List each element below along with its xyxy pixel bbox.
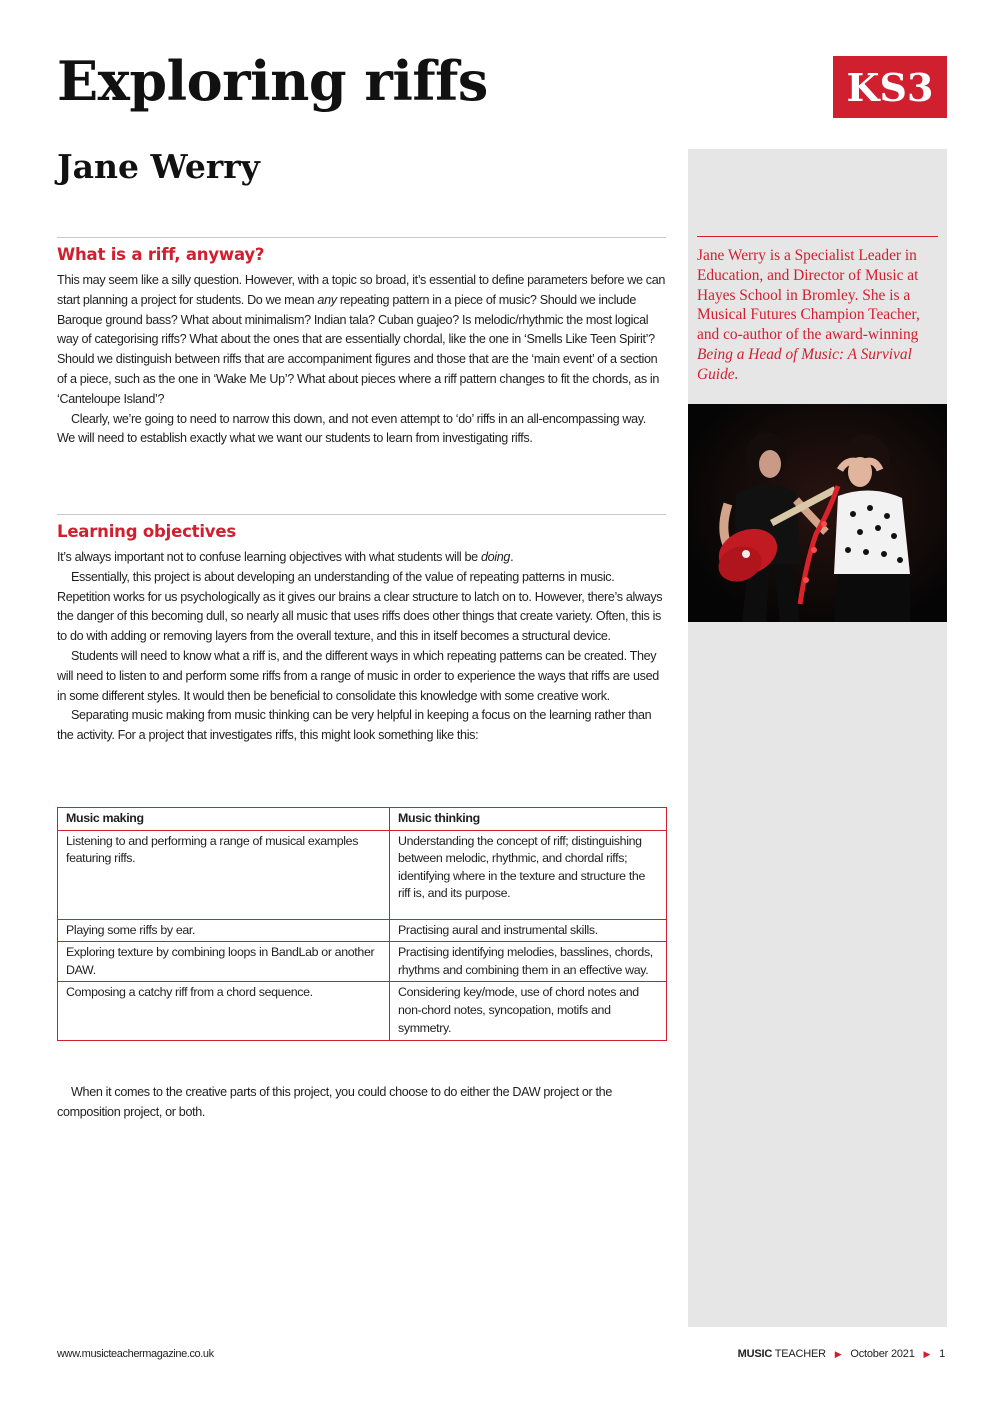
table-row — [58, 830, 667, 919]
table-cell: Listening to and performing a range of musical examples featuring riffs. — [58, 830, 390, 919]
magazine-name-rest: TEACHER — [772, 1348, 826, 1360]
table-cell: Practising aural and instrumental skills. — [390, 919, 667, 942]
paragraph-text: It’s always important not to confuse learning objectives with what students will be — [57, 550, 481, 564]
band-photo-illustration — [688, 404, 947, 622]
table-cell: Playing some riffs by ear. — [58, 919, 390, 942]
table-row — [58, 919, 667, 942]
paragraph — [57, 548, 667, 568]
section-body-learning-objectives — [57, 548, 667, 746]
paragraph-emphasis: any — [317, 292, 337, 307]
table-cell: Composing a catchy riff from a chord sequence. — [58, 982, 390, 1041]
section-heading-what-is-a-riff: What is a riff, anyway? — [57, 245, 265, 264]
section-divider — [57, 237, 666, 238]
arrow-right-icon: ▶ — [834, 1349, 842, 1359]
article-title: Exploring riffs — [57, 49, 488, 113]
paragraph: When it comes to the creative parts of this project, you could choose to do either the DAW project or the composition project, or both. — [57, 1085, 612, 1119]
author-bio — [697, 246, 940, 385]
section-body-what-is-a-riff — [57, 271, 667, 449]
page-number: 1 — [939, 1348, 945, 1360]
table-cell: Exploring texture by combining loops in BandLab or another DAW. — [58, 942, 390, 982]
table-cell: Considering key/mode, use of chord notes and non-chord notes, syncopation, motifs and symmetry. — [390, 982, 667, 1041]
table-row — [58, 942, 667, 982]
paragraph-emphasis: doing — [480, 550, 511, 564]
closing-text — [57, 1083, 667, 1123]
footer-issue-info — [738, 1348, 945, 1360]
arrow-right-icon: ▶ — [923, 1349, 931, 1359]
paragraph-text: . — [510, 550, 514, 564]
footer-website: www.musicteachermagazine.co.uk — [57, 1348, 214, 1360]
music-making-thinking-table — [57, 807, 667, 1041]
paragraph: Essentially, this project is about developing an understanding of the value of repeating patterns in music. Repetition works for us psychologically as it gives our brains a clear structure to latch on to. However, there’s always the danger of this becoming dull, so nearly all music that uses riffs does other things that create variety. Often, this is to do with adding or removing layers from the overall texture, and this in itself becomes a structural device. — [57, 569, 663, 644]
table-header-music-making: Music making — [58, 808, 390, 831]
section-heading-learning-objectives: Learning objectives — [57, 522, 236, 541]
sidebar-divider — [697, 236, 938, 237]
paragraph: Students will need to know what a riff is, and the different ways in which repeating patterns can be created. They will need to listen to and perform some riffs from a range of music in order to experience the ways that riffs are used in some different styles. It would then be beneficial to consolidate this knowledge with some creative work. — [57, 648, 659, 703]
paragraph-text: repeating pattern in a piece of music? Should we include Baroque ground bass? What about minimalism? Indian tala? Cuban guajeo? Is melodic/rhythmic the most logical way of categorising riffs? What about the ones that are essentially chordal, like the one in ‘Smells Like Teen Spirit’? Should we distinguish between riffs that are accompaniment figures and those that are the ‘main event’ of a section of a piece, such as the one in ‘Wake Me Up’? What about pieces where a riff pattern changes to fit the chords, as in ‘Canteloupe Island’? — [57, 292, 660, 406]
table-cell: Practising identifying melodies, basslines, chords, rhythms and combining them in an effective way. — [390, 942, 667, 982]
section-divider — [57, 514, 666, 515]
paragraph — [57, 271, 667, 410]
paragraph: Clearly, we’re going to need to narrow this down, and not even attempt to ‘do’ riffs in an all-encompassing way. We will need to establish exactly what we want our students to learn from investigating riffs. — [57, 411, 646, 446]
paragraph: Separating music making from music thinking can be very helpful in keeping a focus on the learning rather than the activity. For a project that investigates riffs, this might look something like this: — [57, 708, 652, 743]
table-row — [58, 982, 667, 1041]
author-bio-book-title: Being a Head of Music: A Survival Guide. — [697, 345, 912, 383]
table-header-music-thinking: Music thinking — [390, 808, 667, 831]
table-header-row — [58, 808, 667, 831]
band-photo — [688, 404, 947, 622]
magazine-name-bold: MUSIC — [737, 1348, 773, 1360]
table-cell: Understanding the concept of riff; distinguishing between melodic, rhythmic, and chordal riffs; identifying where in the texture and structure the riff is, and its purpose. — [390, 830, 667, 919]
author-bio-text: Jane Werry is a Specialist Leader in Education, and Director of Music at Hayes School in Bromley. She is a Musical Futures Champion Teacher, and co-author of the award-winning — [697, 247, 920, 344]
key-stage-badge: KS3 — [833, 56, 947, 118]
issue-date: October 2021 — [850, 1348, 915, 1360]
paragraph-text: This may seem like a silly question. However, with a topic so broad, it’s essential to define parameters before we can start planning a project for students. Do we mean — [57, 273, 666, 307]
article-author: Jane Werry — [57, 147, 260, 186]
